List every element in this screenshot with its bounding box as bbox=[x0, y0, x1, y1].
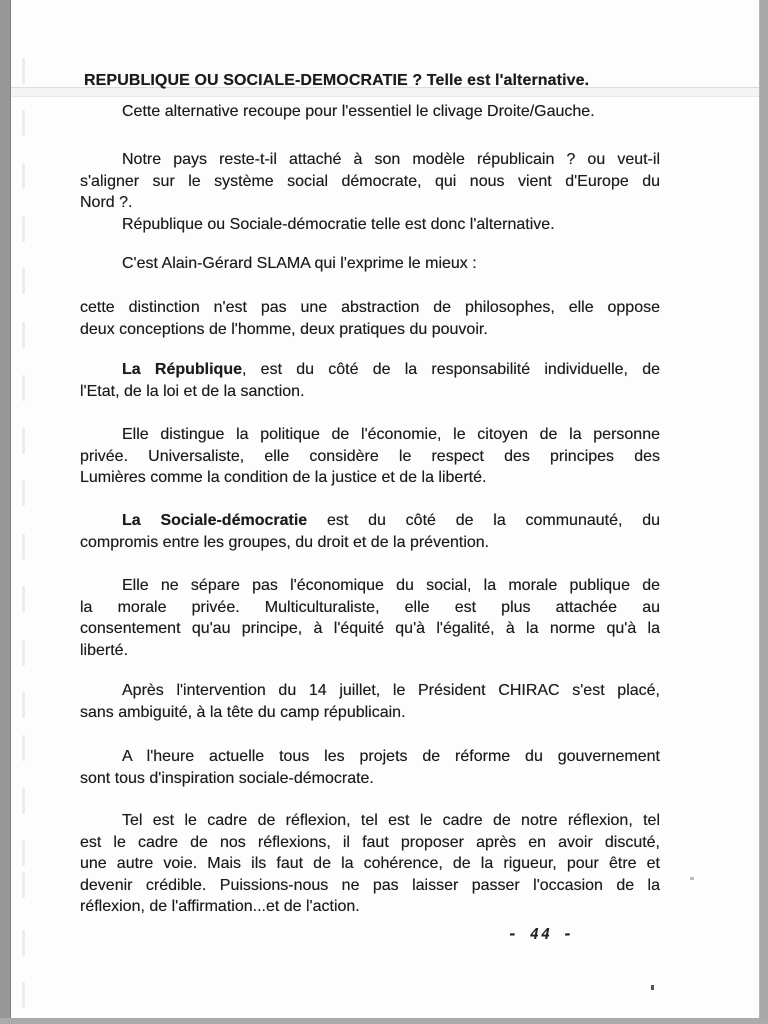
perforation-shadow bbox=[22, 375, 25, 401]
paragraph bbox=[80, 810, 660, 918]
perforation-shadow bbox=[22, 692, 25, 718]
perforation-shadow bbox=[22, 428, 25, 454]
perforation-shadow bbox=[22, 840, 25, 866]
paragraph bbox=[80, 510, 660, 553]
perforation-shadow bbox=[22, 268, 25, 294]
perforation-shadow bbox=[22, 163, 25, 189]
perforation-shadow bbox=[22, 735, 25, 761]
scan-edge-right bbox=[759, 0, 768, 1024]
text-line: réflexion, de l'affirmation...et de l'action. bbox=[80, 898, 360, 915]
text-line: République ou Sociale-démocratie telle est donc l'alternative. bbox=[122, 216, 555, 233]
text-line: compromis entre les groupes, du droit et de la prévention. bbox=[80, 533, 490, 551]
page-number: - 44 - bbox=[508, 925, 575, 943]
perforation-shadow bbox=[22, 216, 25, 242]
page-title: REPUBLIQUE OU SOCIALE-DEMOCRATIE ? Telle est l'alternative. bbox=[84, 71, 590, 89]
text-line: sont tous d'inspiration sociale-démocrate. bbox=[80, 769, 374, 787]
text-line: sans ambiguité, à la tête du camp républicain. bbox=[80, 703, 406, 721]
text-line: Elle ne sépare pas l'économique du social, la morale publique de bbox=[122, 577, 660, 594]
text-line: Tel est le cadre de réflexion, tel est le cadre de notre réflexion, tel bbox=[122, 812, 660, 829]
text-line: Cette alternative recoupe pour l'essentiel le clivage Droite/Gauche. bbox=[122, 103, 595, 120]
perforation-shadow bbox=[22, 58, 25, 84]
scan-speck bbox=[651, 985, 654, 990]
perforation-shadow bbox=[22, 480, 25, 506]
paragraph bbox=[80, 424, 660, 489]
text-line: Notre pays reste-t-il attaché à son modèle républicain ? ou veut-il bbox=[122, 151, 660, 168]
text-line: Lumières comme la condition de la justice et de la liberté. bbox=[80, 469, 487, 486]
perforation-shadow bbox=[22, 640, 25, 666]
text-line: est le cadre de nos réflexions, il faut proposer après en avoir discuté, bbox=[80, 833, 660, 851]
text-line: l'Etat, de la loi et de la sanction. bbox=[80, 382, 305, 400]
perforation-shadow bbox=[22, 872, 25, 898]
perforation-shadow bbox=[22, 788, 25, 814]
perforation-shadow bbox=[22, 110, 25, 136]
perforation-shadow bbox=[22, 534, 25, 560]
paragraph bbox=[80, 101, 660, 123]
scan-edge-bottom bbox=[0, 1018, 768, 1024]
paragraph bbox=[80, 359, 660, 402]
text-line: liberté. bbox=[80, 641, 129, 659]
text-line: devenir crédible. Puissions-nous ne pas laisser passer l'occasion de la bbox=[80, 876, 660, 894]
text-line: cette distinction n'est pas une abstraction de philosophes, elle oppose bbox=[80, 299, 660, 316]
text-line: C'est Alain-Gérard SLAMA qui l'exprime le mieux : bbox=[122, 255, 477, 272]
paragraph bbox=[80, 214, 660, 236]
perforation-shadow bbox=[22, 322, 25, 348]
text-line: Après l'intervention du 14 juillet, le Président CHIRAC s'est placé, bbox=[122, 682, 660, 699]
paragraph bbox=[80, 680, 660, 723]
paragraph bbox=[80, 746, 660, 789]
text-line: Elle distingue la politique de l'économie, le citoyen de la personne bbox=[122, 426, 660, 443]
perforation-shadow bbox=[22, 930, 25, 956]
text-line: A l'heure actuelle tous les projets de réforme du gouvernement bbox=[122, 748, 660, 765]
text-line: Nord ?. bbox=[80, 194, 133, 211]
perforation-shadow bbox=[22, 586, 25, 612]
scan-speck bbox=[690, 877, 694, 880]
paragraph bbox=[80, 149, 660, 214]
scan-edge-left bbox=[0, 0, 11, 1024]
text-line: la morale privée. Multiculturaliste, elle est plus attachée au bbox=[80, 598, 660, 616]
paragraph bbox=[80, 253, 660, 275]
paragraph bbox=[80, 297, 660, 340]
text-line: consentement qu'au principe, à l'équité qu'à l'égalité, à la norme qu'à la bbox=[80, 620, 660, 637]
paragraph bbox=[80, 575, 660, 661]
text-line: une autre voie. Mais ils faut de la cohérence, de la rigueur, pour être et bbox=[80, 855, 660, 872]
text-line: La République, est du côté de la responsabilité individuelle, de bbox=[122, 361, 660, 378]
text-line: deux conceptions de l'homme, deux pratiques du pouvoir. bbox=[80, 320, 488, 338]
text-line: privée. Universaliste, elle considère le respect des principes des bbox=[80, 447, 660, 465]
text-line: La Sociale-démocratie est du côté de la communauté, du bbox=[122, 512, 661, 529]
text-line: s'aligner sur le système social démocrate, qui nous vient d'Europe du bbox=[80, 172, 660, 190]
perforation-shadow bbox=[22, 982, 25, 1008]
